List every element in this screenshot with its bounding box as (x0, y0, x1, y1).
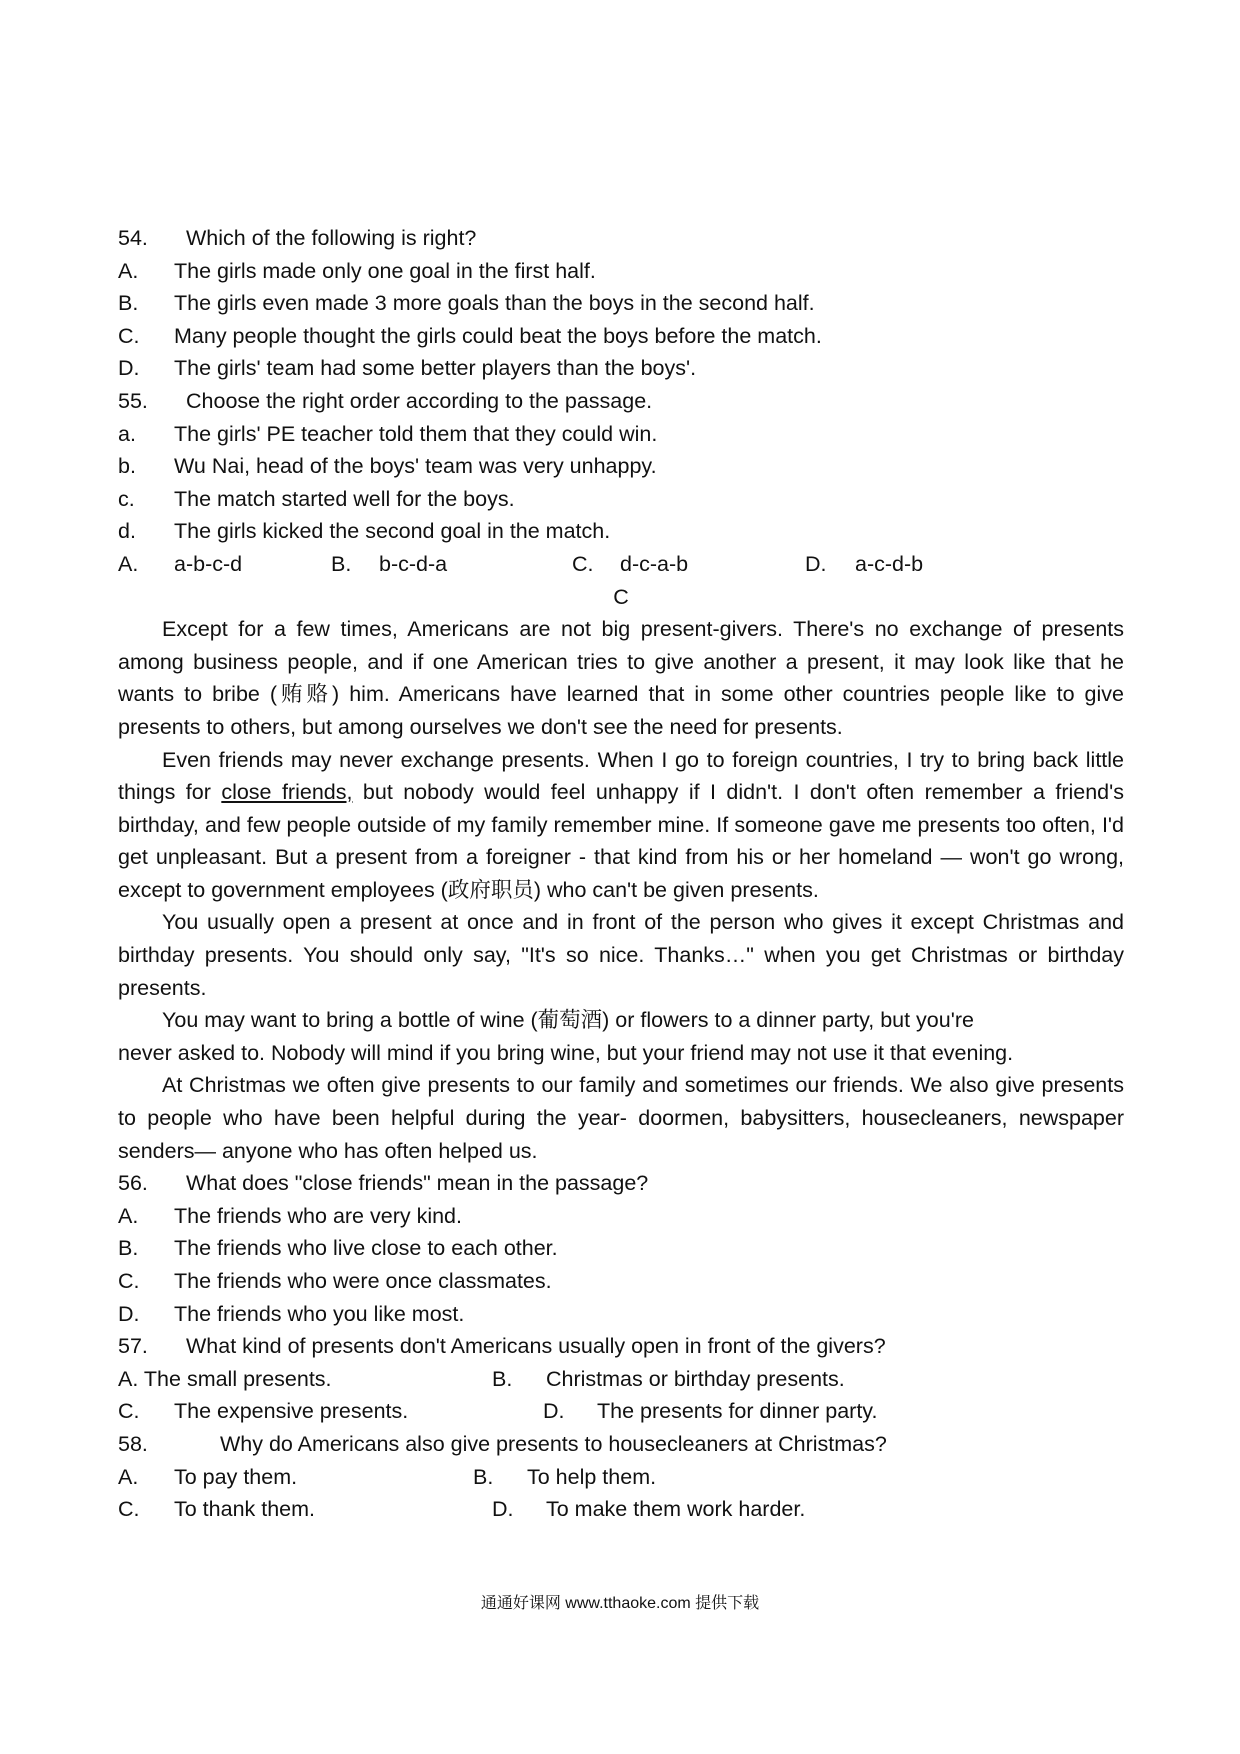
underlined-phrase: close friends, (221, 780, 353, 805)
passage-paragraph-3: You usually open a present at once and in front of the person who gives it except Christmas and birthday presents. You should only say, "It's so nice. Thanks…" when you get Christmas or birthday presents. (118, 910, 1124, 1000)
question-text: What kind of presents don't Americans usually open in front of the givers? (186, 1334, 886, 1359)
option-57-b: B. Christmas or birthday presents. (492, 1366, 845, 1391)
question-number: 56. (118, 1171, 148, 1196)
question-58 (118, 1428, 1124, 1461)
question-57 (118, 1330, 1124, 1363)
option-55-a: A. a-b-c-d (118, 551, 243, 576)
option-54-d: D. The girls' team had some better players than the boys'. (118, 356, 697, 381)
order-item-a: a. The girls' PE teacher told them that they could win. (118, 421, 658, 446)
option-54-a: A. The girls made only one goal in the first half. (118, 258, 596, 283)
option-55-b: B. b-c-d-a (331, 551, 448, 576)
passage-paragraph-2: Even friends may never exchange presents. When I go to foreign countries, I try to bring back little things for close friends, but nobody would feel unhappy if I didn't. I don't often remember a friend's birthday, and few people outside of my family remember mine. If someone gave me presents too often, I'd get unpleasant. But a present from a foreigner - that kind from his or her homeland — won't go wrong, except to government employees (政府职员) who can't be given presents. (118, 747, 1124, 902)
question-56 (118, 1167, 1124, 1200)
passage-paragraph-4-line-2: never asked to. Nobody will mind if you bring wine, but your friend may not use it that evening. (118, 1040, 1014, 1065)
question-number: 55. (118, 388, 148, 413)
question-text: Which of the following is right? (186, 226, 477, 250)
order-item-d: d. The girls kicked the second goal in the match. (118, 519, 611, 544)
document-content (118, 222, 1124, 1526)
option-58-c: C. To thank them. (118, 1497, 316, 1522)
option-56-b: B. The friends who live close to each other. (118, 1236, 558, 1261)
question-55 (118, 385, 1124, 418)
page-footer: 通通好课网 www.tthaoke.com 提供下载 (480, 1595, 760, 1612)
section-label: C (613, 584, 629, 609)
options-57-row-1 (118, 1363, 1124, 1396)
question-number: 54. (118, 226, 148, 250)
question-text: Choose the right order according to the passage. (186, 388, 653, 413)
option-58-d: D. To make them work harder. (492, 1497, 806, 1522)
option-55-d: D. a-c-d-b (805, 551, 924, 576)
option-57-d: D. The presents for dinner party. (543, 1399, 878, 1424)
option-57-c: C. The expensive presents. (118, 1399, 409, 1424)
passage-paragraph-1: Except for a few times, Americans are not big present-givers. There's no exchange of presents among business people, and if one American tries to give another a present, it may look like that he wants to bribe (贿赂) him. Americans have learned that in some other countries people like to give presents to others, but among ourselves we don't see the need for presents. (118, 617, 1124, 739)
option-54-b: B. The girls even made 3 more goals than the boys in the second half. (118, 291, 815, 316)
option-56-c: C. The friends who were once classmates. (118, 1269, 552, 1293)
options-58-row-1 (118, 1461, 1124, 1494)
question-number: 57. (118, 1334, 148, 1359)
question-text: What does "close friends" mean in the passage? (186, 1171, 649, 1196)
option-58-a: A. To pay them. (118, 1464, 298, 1489)
question-text: Why do Americans also give presents to housecleaners at Christmas? (220, 1431, 887, 1456)
option-58-b: B. To help them. (473, 1464, 657, 1489)
option-54-c: C. Many people thought the girls could beat the boys before the match. (118, 323, 822, 348)
order-item-c: c. The match started well for the boys. (118, 486, 515, 511)
options-57-row-2 (118, 1395, 1124, 1428)
order-item-b: b. Wu Nai, head of the boys' team was very unhappy. (118, 454, 657, 479)
option-56-a: A. The friends who are very kind. (118, 1203, 462, 1228)
question-number: 58. (118, 1431, 148, 1456)
option-57-a: A. The small presents. (118, 1366, 332, 1391)
options-55 (118, 548, 1124, 581)
question-54 (118, 222, 1124, 255)
passage-paragraph-5: At Christmas we often give presents to our family and sometimes our friends. We also give presents to people who have been helpful during the year- doormen, babysitters, housecleaners, newspaper senders— anyone who has often helped us. (118, 1073, 1124, 1163)
options-58-row-2 (118, 1493, 1124, 1526)
passage-paragraph-4-line-1: You may want to bring a bottle of wine (葡萄酒) or flowers to a dinner party, but you're (162, 1008, 974, 1033)
option-55-c: C. d-c-a-b (572, 551, 689, 576)
option-56-d: D. The friends who you like most. (118, 1301, 465, 1326)
